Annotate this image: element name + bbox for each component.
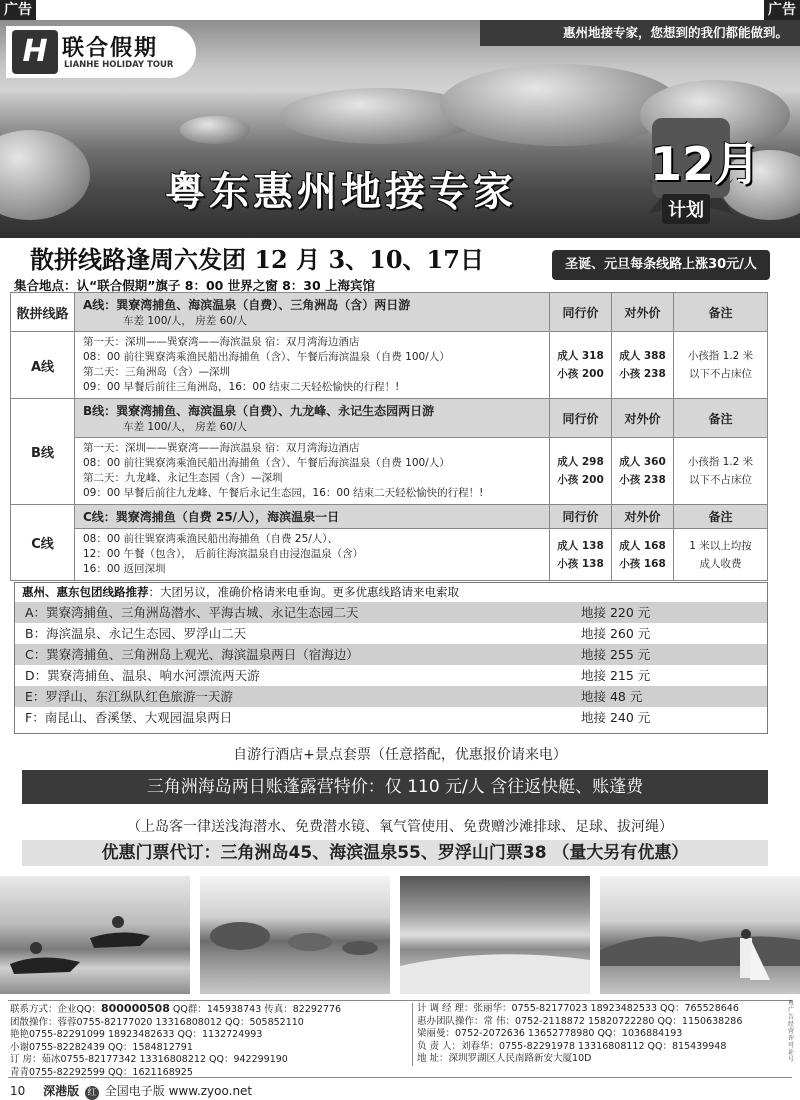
camping-gifts: （上岛客一律送浅海潜水、免费潜水镜、氧气管使用、免费赠沙滩排球、足球、拔河绳） (127, 819, 673, 835)
camping-offer: 三角洲海岛两日账蓬露营特价：仅 110 元/人 含往返快艇、账蓬费 (22, 770, 768, 804)
meeting-point: 集合地点：认“联合假期”旗子 8：00 世界之窗 8：30 上海宾馆 (14, 278, 376, 293)
route-b-label: B线 (11, 399, 75, 505)
route-c-label: C线 (11, 505, 75, 581)
col-peer-price: 同行价 (550, 293, 612, 332)
col-note: 备注 (674, 505, 768, 529)
contact-panel (8, 1000, 792, 1078)
route-a-label: A线 (11, 332, 75, 399)
contact-left: 联系方式：企业QQ：800000508 QQ群：145938743 传真：82292776 团散操作：蓉蓉0755-82177020 13316808012 QQ：505852110 艳艳0755-82291099 18923482633 QQ：1132724993 小谢0755-82282439 QQ：1584812791 订 房：茹冰0755-82177342 13316808212 QQ：942299190 青青0755-82292599 QQ：1621168925 (10, 1002, 342, 1078)
route-b-public-price: 成人 360 小孩 238 (612, 438, 674, 505)
list-item: C：巽寮湾捕鱼、三角洲岛上观光、海滨温泉两日（宿海边） 地接 255 元 (15, 644, 767, 665)
ad-label-left: 广告 (0, 0, 36, 20)
header-slogan: 惠州地接专家，您想到的我们都能做到。 (480, 20, 800, 46)
logo-name: 联合假期 (62, 36, 159, 61)
edition-badge-icon: 红 (85, 1086, 99, 1100)
route-c-itinerary: 08：00 前往巽寮湾乘渔民船出海捕鱼（自费 25/人）、 12：00 午餐（包含）， 后前往海滨温泉自由浸泡温泉（含） 16：00 返回深圳 (75, 529, 550, 581)
route-a-note: 小孩指 1.2 米 以下不占床位 (674, 332, 768, 399)
route-label-header: 散拼线路 (11, 293, 75, 332)
page-number: 10 (10, 1084, 26, 1098)
schedule-title: 散拼线路逢周六发团 12 月 3、10、17日 (30, 245, 484, 274)
ad-label-right: 广告 (764, 0, 800, 20)
sea-shore-photo (400, 876, 590, 994)
col-peer-price: 同行价 (550, 505, 612, 529)
hero-title: 粤东惠州地接专家 (165, 169, 517, 215)
list-item: F：南昆山、香溪堡、大观园温泉两日 地接 240 元 (25, 710, 651, 725)
list-item: D：巽寮湾捕鱼、温泉、响水河漂流两天游 地接 215 元 (25, 668, 651, 683)
holiday-price-note: 圣诞、元旦每条线路上涨30元/人 (552, 250, 770, 280)
month-subtitle: 计划 (662, 194, 710, 224)
route-a-peer-price: 成人 318 小孩 200 (550, 332, 612, 399)
list-item: E：罗浮山、东江纵队红色旅游一天游 地接 48 元 (15, 686, 767, 707)
col-public-price: 对外价 (612, 399, 674, 438)
rocky-beach-photo (200, 876, 390, 994)
logo-icon: H (12, 30, 58, 74)
col-public-price: 对外价 (612, 505, 674, 529)
route-a-public-price: 成人 388 小孩 238 (612, 332, 674, 399)
col-note: 备注 (674, 399, 768, 438)
couple-lake-photo (600, 876, 800, 994)
route-b-itinerary: 第一天：深圳——巽寮湾——海滨温泉 宿：双月湾海边酒店 08：00 前往巽寮湾乘渔民船出海捕鱼（含）、午餐后海滨温泉（自费 100/人） 第二天：九龙峰、永记生态园（含）—深圳 09：00 早餐后前往九龙峰、午餐后永记生态园，16：00 结束二天轻松愉快的行程！! (75, 438, 550, 505)
license-side-text: 粤广告经营许可证号 (788, 1000, 795, 1063)
contact-right: 计 调 经 理：张丽华：0755-82177023 18923482533 QQ：765528646 惠办团队操作：常 伟：0752-2118872 15820722280 QQ：1150638286 梁丽曼：0752-2072636 13652778980 QQ：1036884193 负 责 人：刘春华：0755-82291978 13316808112 QQ：815439948 地 址：深圳罗湖区人民南路新安大厦10D (412, 1003, 788, 1066)
route-a-title: A线：巽寮湾捕鱼、海滨温泉（自费）、三角洲岛（含）两日游 车差 100/人， 房差 60/人 (75, 293, 550, 332)
month-number: 12月 (650, 137, 761, 191)
col-note: 备注 (674, 293, 768, 332)
route-c-peer-price: 成人 138 小孩 138 (550, 529, 612, 581)
route-c-title: C线：巽寮湾捕鱼（自费 25/人），海滨温泉一日 (75, 505, 550, 529)
route-b-note: 小孩指 1.2 米 以下不占床位 (674, 438, 768, 505)
route-b-title: B线：巽寮湾捕鱼、海滨温泉（自费）、九龙峰、永记生态园两日游 车差 100/人， 房差 60/人 (75, 399, 550, 438)
footer-site[interactable]: 全国电子版 www.zyoo.net (104, 1084, 253, 1098)
route-c-note: 1 米以上均按 成人收费 (674, 529, 768, 581)
route-table (10, 292, 768, 581)
logo-english: LIANHE HOLIDAY TOUR (64, 60, 174, 70)
route-a-itinerary: 第一天：深圳——巽寮湾——海滨温泉 宿：双月湾海边酒店 08：00 前往巽寮湾乘渔民船出海捕鱼（含）、午餐后海滨温泉（自费 100/人） 第二天：三角洲岛（含）—深圳 09：00 早餐后前往三角洲岛，16：00 结束二天轻松愉快的行程！! (75, 332, 550, 399)
edition-name: 深港版 (43, 1084, 80, 1098)
route-c-public-price: 成人 168 小孩 168 (612, 529, 674, 581)
jetski-photo (0, 876, 190, 994)
col-peer-price: 同行价 (550, 399, 612, 438)
list-item: A：巽寮湾捕鱼、三角洲岛潜水、平海古城、永记生态园二天 地接 220 元 (15, 602, 767, 623)
package-heading: 惠州、惠东包团线路推荐：大团另议，准确价格请来电垂询。更多优惠线路请来电索取 (22, 585, 459, 599)
route-b-peer-price: 成人 298 小孩 200 (550, 438, 612, 505)
self-trip-note: 自游行酒店+景点套票（任意搭配，优惠报价请来电） (233, 747, 567, 763)
col-public-price: 对外价 (612, 293, 674, 332)
page-footer (10, 1082, 252, 1100)
list-item: B：海滨温泉、永记生态园、罗浮山二天 地接 260 元 (25, 626, 651, 641)
ticket-offer: 优惠门票代订：三角洲岛45、海滨温泉55、罗浮山门票38 （量大另有优惠） (22, 840, 768, 866)
